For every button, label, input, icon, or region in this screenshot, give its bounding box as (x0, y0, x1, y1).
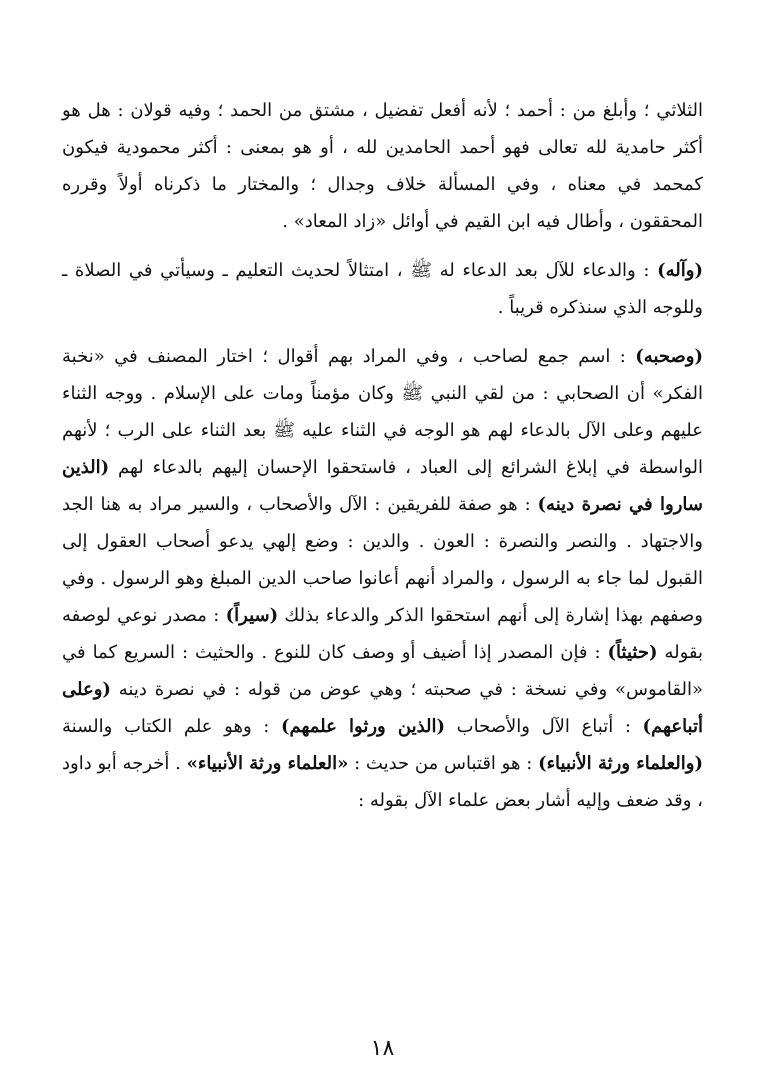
bold-term: (الذين ساروا في نصرة دينه) (62, 457, 704, 515)
text-run: : أتباع الآل والأصحاب (445, 716, 643, 737)
page-number: ١٨ (370, 1036, 395, 1061)
text-run: : هو صفة للفريقين : الآل والأصحاب ، والسير مراد به هنا الجد والاجتهاد . والنصر والنصرة : العون . والدين : وضع إلهي يدعو أصحاب العقول إلى القبول لما جاء به الرسول ، والمراد أنهم أعانوا صاحب الدين المبلغ وهو الرسول . وفي وصفهم بهذا إشارة إلى أنهم استحقوا الذكر والدعاء بذلك (62, 494, 703, 626)
text-run: الثلاثي ؛ وأبلغ من : أحمد ؛ لأنه أفعل تفضيل ، مشتق من الحمد ؛ وفيه قولان : هل هو أكثر حامدية لله تعالى فهو أحمد الحامدين لله ، أو هو بمعنى : أكثر محمودية فيكون كمحمد في معناه ، وفي المسألة خلاف وجدال ؛ والمختار ما ذكرناه أولاً وقرره المحققون ، وأطال فيه ابن القيم في أوائل «زاد المعاد» . (62, 100, 703, 232)
text-run: : مصدر نوعي لوصفه بقوله (62, 605, 703, 663)
bold-term: (سيراً) (225, 605, 279, 626)
text-run: : فإن المصدر إذا أضيف أو وصف كان للنوع . والحثيث : السريع كما في «القاموس» وفي نسخة : في صحبته ؛ وهي عوض من قوله : في نصرة دينه (62, 642, 703, 700)
paragraph-wa-sahbihi (62, 338, 703, 819)
bold-term: (وآله) (657, 260, 703, 281)
text-run: . أخرجه أبو داود ، وقد ضعف وإليه أشار بعض علماء الآل بقوله : (62, 753, 703, 811)
book-page (62, 92, 703, 1092)
bold-term: (والعلماء ورثة الأنبياء) (538, 753, 703, 774)
bold-term: (وعلى أتباعهم) (62, 679, 703, 737)
bold-term: «العلماء ورثة الأنبياء» (186, 753, 349, 774)
paragraph-ahmad-definition (62, 92, 703, 240)
paragraph-wa-alihi (62, 252, 703, 326)
text-run: : اسم جمع لصاحب ، وفي المراد بهم أقوال ؛ اختار المصنف في «نخبة الفكر» أن الصحابي : من لقي النبي ﷺ وكان مؤمناً ومات على الإسلام . ووجه الثناء عليهم وعلى الآل بالدعاء لهم هو الوجه في الثناء عليه ﷺ بعد الثناء على الرب ؛ لأنهم الواسطة في إبلاغ الشرائع إلى العباد ، فاستحقوا الإحسان إليهم بالدعاء لهم (62, 346, 703, 478)
bold-term: (الذين ورثوا علمهم) (280, 716, 446, 737)
text-run: : وهو علم الكتاب والسنة (62, 716, 281, 737)
text-run: : والدعاء للآل بعد الدعاء له ﷺ ، امتثالاً لحديث التعليم ـ وسيأتي في الصلاة ـ وللوجه الذي سنذكره قريباً . (62, 260, 703, 318)
bold-term: (حثيثاً) (607, 642, 658, 663)
bold-term: (وصحبه) (635, 346, 703, 367)
text-run: : هو اقتباس من حديث : (348, 753, 539, 774)
